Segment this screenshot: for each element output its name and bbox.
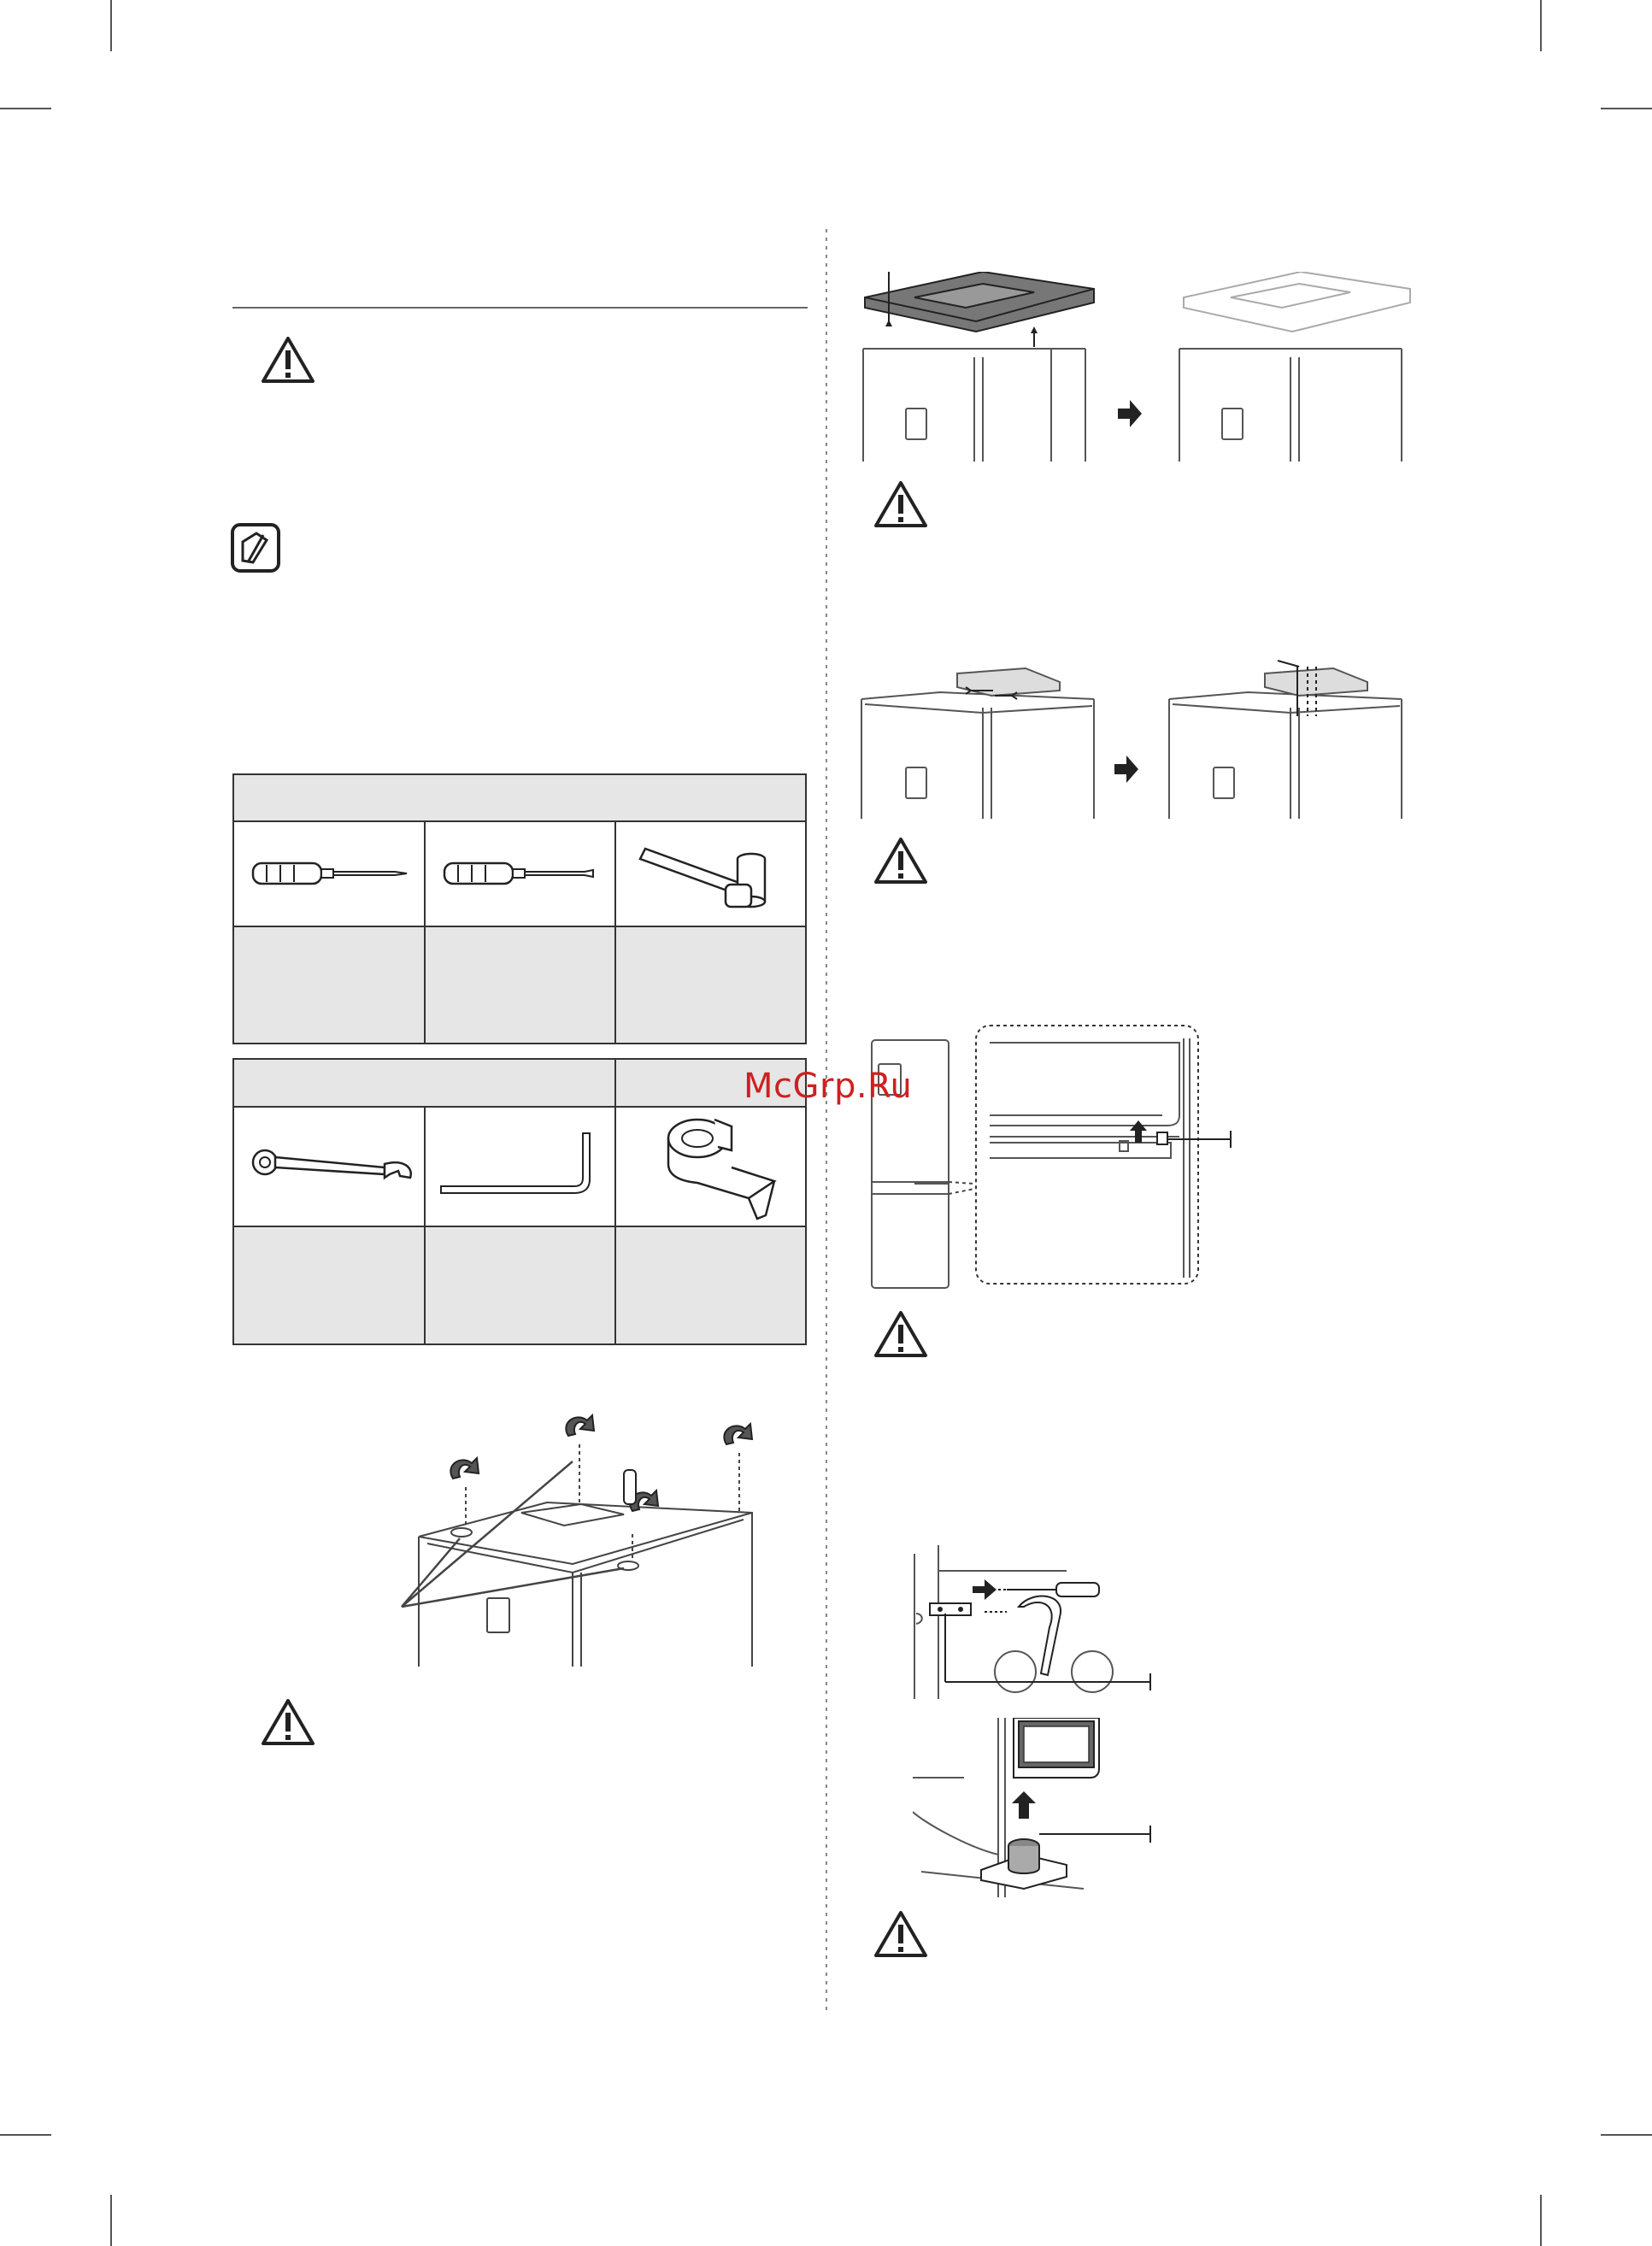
spanner-icon (248, 1145, 415, 1186)
fridge-top-cover-screws-illustration (376, 1410, 786, 1667)
warning-triangle-icon (261, 336, 315, 384)
watermark: McGrp.Ru (744, 1067, 913, 1106)
flat-screwdriver-icon (441, 856, 603, 891)
lift-top-cover-illustration (855, 272, 1436, 462)
socket-wrench-icon (632, 833, 794, 919)
tool-label-cell (426, 927, 614, 1043)
right-arrow-icon (1118, 400, 1142, 427)
tool-label-cell (616, 1227, 805, 1343)
right-arrow-icon (1114, 756, 1138, 783)
tools-table-2 (232, 1058, 807, 1345)
tools-table-2-header (234, 1060, 805, 1108)
hinge-bracket-icon (629, 1113, 797, 1224)
lift-door-hinge-illustration (913, 1718, 1169, 1897)
hex-key-icon (438, 1126, 600, 1212)
tool-label-cell (234, 1227, 424, 1343)
warning-triangle-icon (873, 1910, 928, 1958)
tools-table-1-header (234, 775, 805, 822)
fridge-middle-hinge-detail-illustration (863, 1021, 1239, 1295)
tool-label-cell (616, 927, 805, 1043)
warning-triangle-icon (873, 837, 928, 885)
tools-table-1 (232, 773, 807, 1044)
remove-hinge-screws-illustration (913, 1545, 1169, 1699)
phillips-screwdriver-icon (250, 856, 412, 891)
note-pencil-icon (231, 523, 280, 573)
tool-label-cell (234, 927, 424, 1043)
tool-label-cell (426, 1227, 614, 1343)
disconnect-hinge-wires-illustration (855, 656, 1419, 819)
warning-triangle-icon (873, 480, 928, 528)
warning-triangle-icon (261, 1698, 315, 1746)
warning-triangle-icon (873, 1310, 928, 1358)
